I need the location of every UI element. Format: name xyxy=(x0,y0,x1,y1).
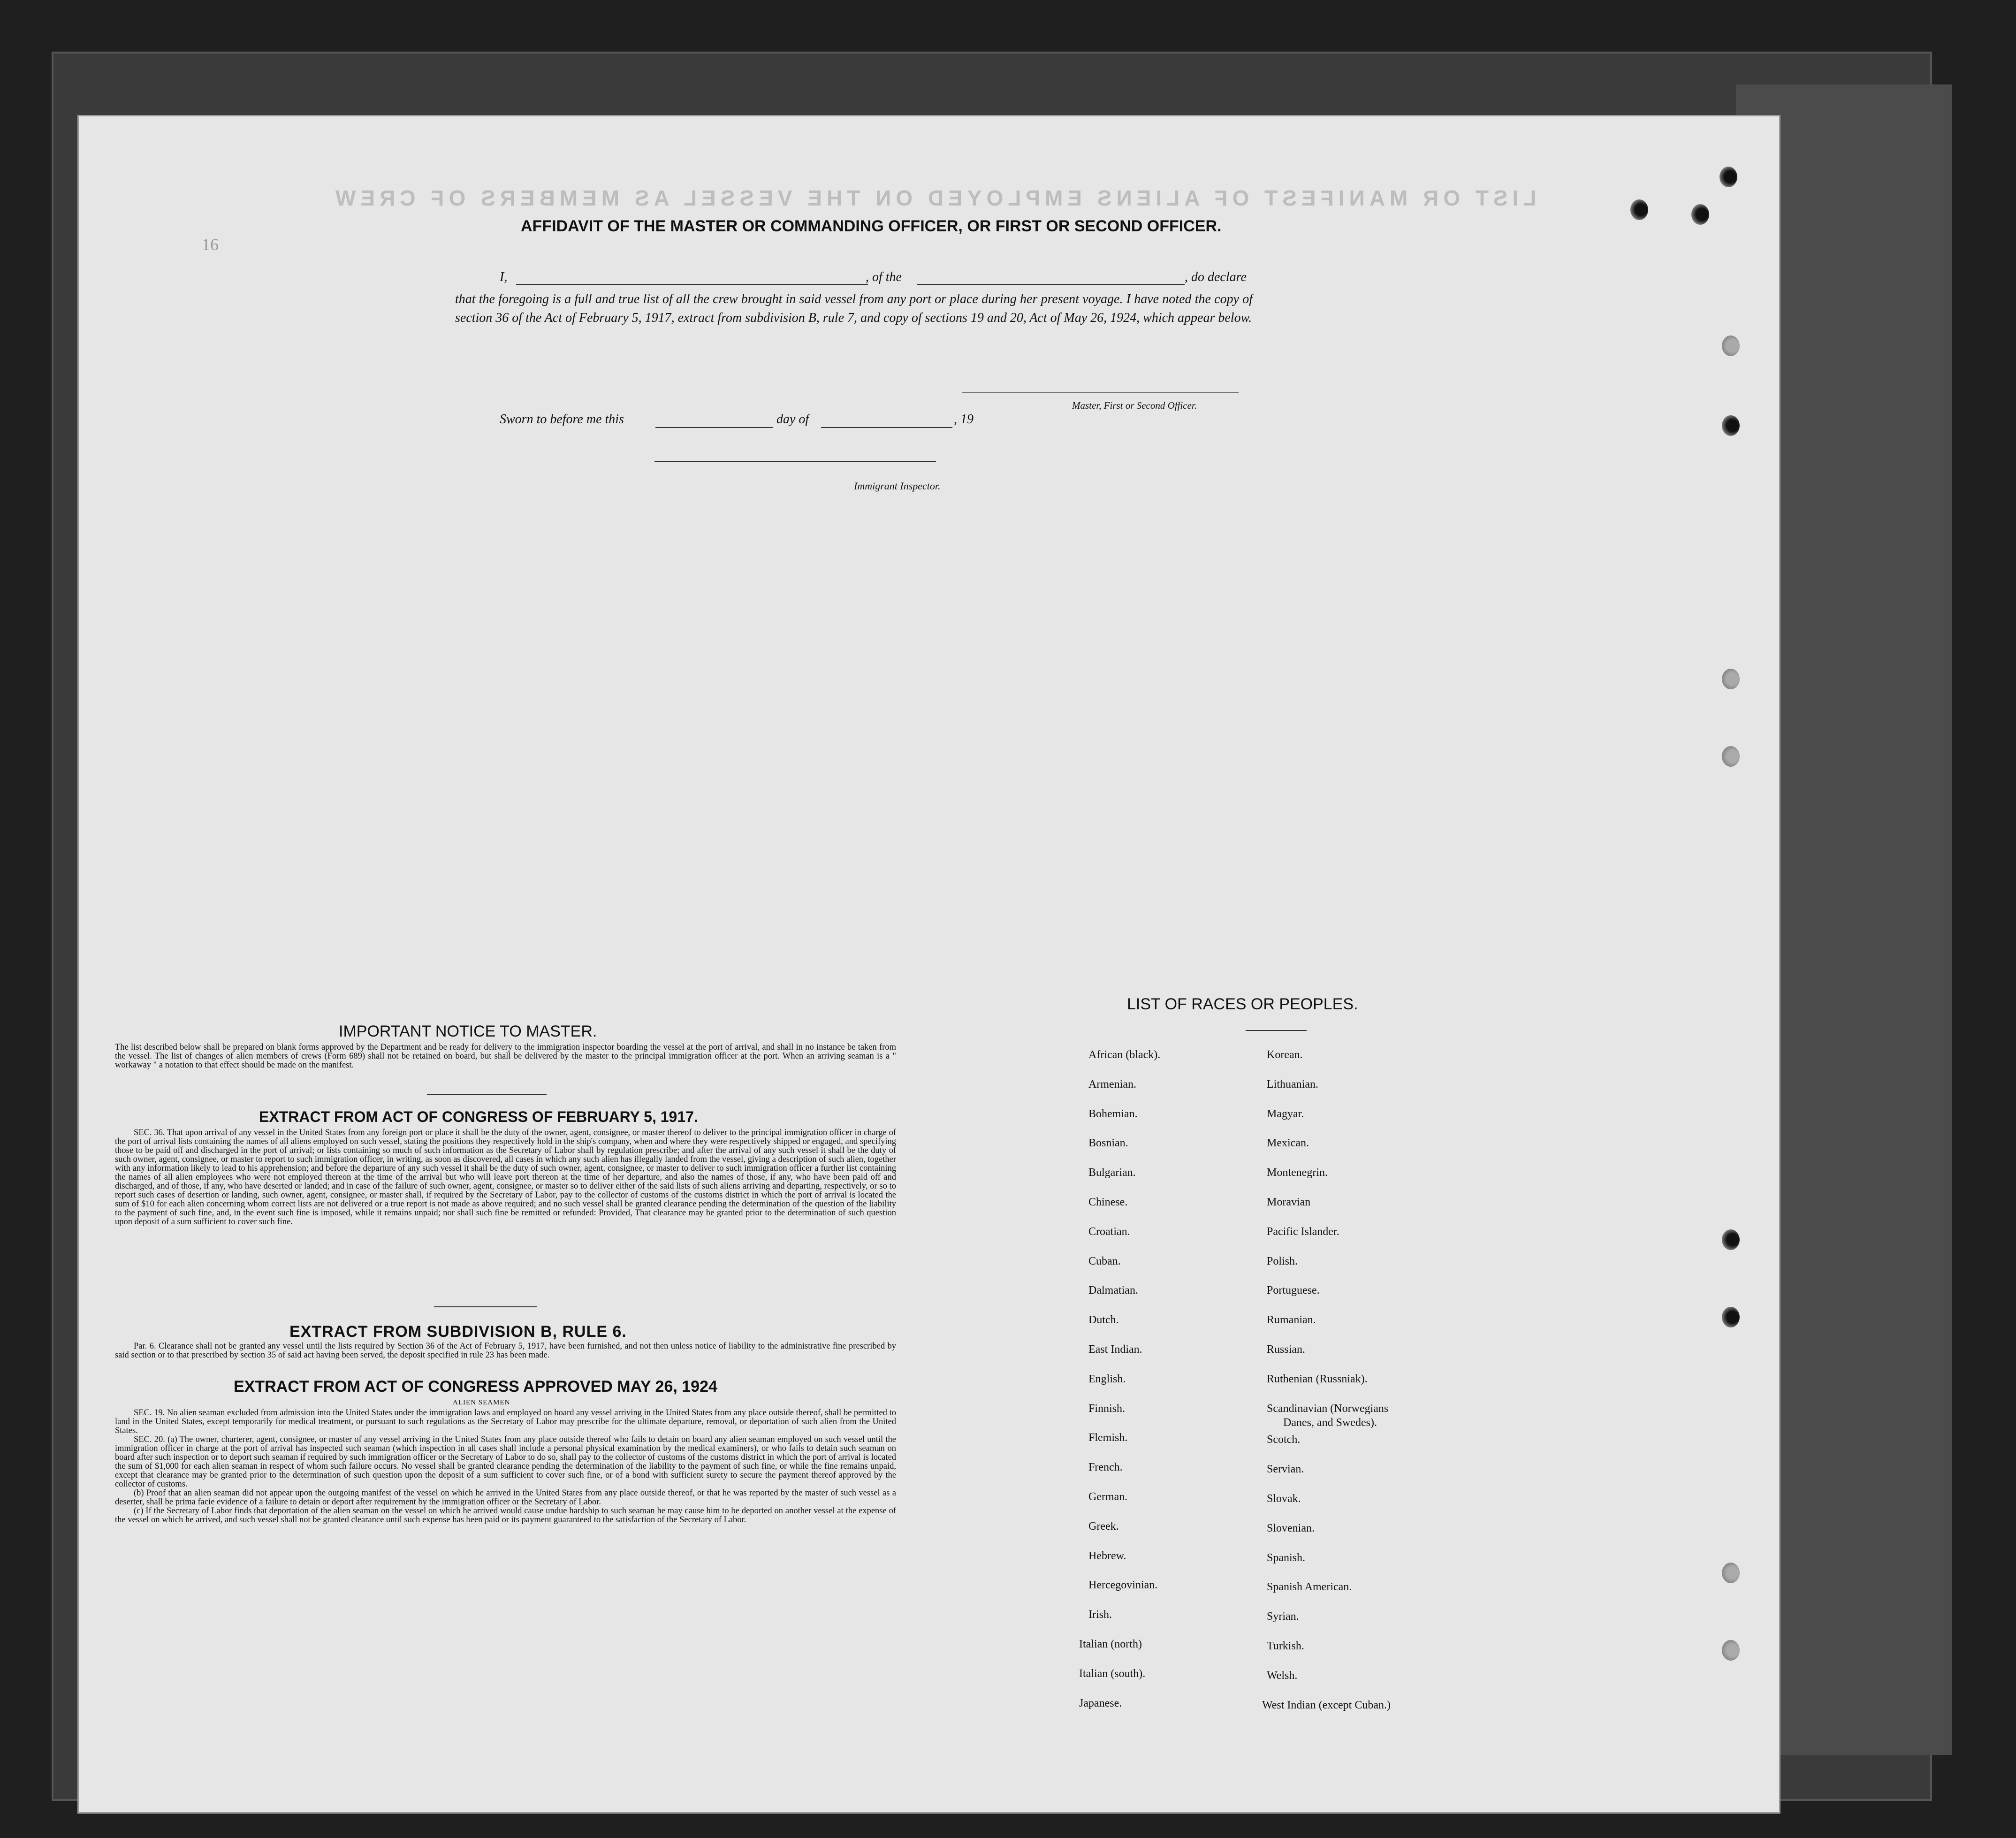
race-left-item: Bulgarian. xyxy=(1088,1167,1136,1179)
race-left-item: Italian (south). xyxy=(1079,1667,1146,1680)
race-right-item: Slovenian. xyxy=(1267,1522,1315,1534)
race-right-item: Welsh. xyxy=(1267,1669,1298,1682)
extract-rule6-text xyxy=(115,1342,896,1360)
bleed-through-title: LIST OR MANIFEST OF ALIENS EMPLOYED ON THE VESSEL AS MEMBERS OF CREW xyxy=(331,186,1537,210)
race-right-item: Rumanian. xyxy=(1267,1314,1316,1327)
notice-title: IMPORTANT NOTICE TO MASTER. xyxy=(339,1022,597,1040)
punch-hole xyxy=(1722,669,1740,689)
name-blank-line xyxy=(516,284,868,285)
race-left-item: Croatian. xyxy=(1088,1225,1130,1238)
extract-1924-text xyxy=(115,1409,896,1525)
race-left-item: Bohemian. xyxy=(1088,1107,1138,1120)
race-right-item: Korean. xyxy=(1267,1049,1303,1061)
form-page xyxy=(77,115,1780,1814)
vessel-blank-line xyxy=(917,284,1185,285)
race-right-item: Montenegrin. xyxy=(1267,1167,1328,1179)
notice-divider xyxy=(427,1094,547,1095)
master-signature-line xyxy=(962,392,1239,393)
punch-hole xyxy=(1722,415,1740,436)
race-left-item: Chinese. xyxy=(1088,1196,1128,1208)
race-left-item: Japanese. xyxy=(1079,1697,1122,1709)
sworn-year-label: , 19 xyxy=(954,412,974,427)
race-right-item: Danes, and Swedes). xyxy=(1283,1416,1377,1429)
race-right-item: Pacific Islander. xyxy=(1267,1225,1339,1238)
extract-1924-title: EXTRACT FROM ACT OF CONGRESS APPROVED MAY 26, 1924 xyxy=(234,1378,717,1396)
punch-hole xyxy=(1630,199,1648,220)
race-right-item: Scotch. xyxy=(1267,1434,1301,1446)
affidavit-i-label: I, xyxy=(500,270,508,284)
day-of-label: day of xyxy=(776,412,809,427)
race-right-item: West Indian (except Cuban.) xyxy=(1262,1699,1391,1711)
race-left-item: Greek. xyxy=(1088,1520,1119,1533)
extract-1924-sec19: SEC. 19. No alien seaman excluded from admission into the United States under the immigration laws and employed on board any vessel arriving in the United States from any place outside thereof, shall be permitted to land in the United States, except temporarily for medical treatment, or pursuant to such regulations as the Secretary of Labor may prescribe for the ultimate departure, removal, or deportation of such alien from the United States. xyxy=(115,1408,896,1435)
extract-1924-sec20c: (c) If the Secretary of Labor finds that deportation of the alien seaman on the vessel on which he arrived would cause undue hardship to such seaman he may cause him to be deported on another vessel at the expense of the vessel on which he arrived, and such vessel shall not be granted clearance until such expense has been paid or its payment guaranteed to the satisfaction of the Secretary of Labor. xyxy=(115,1506,896,1525)
punch-hole xyxy=(1722,746,1740,767)
inspector-signature-line xyxy=(654,461,936,462)
race-left-item: Irish. xyxy=(1088,1609,1112,1621)
race-left-item: Armenian. xyxy=(1088,1078,1136,1091)
punch-hole xyxy=(1722,1563,1740,1583)
race-left-item: Hercegovinian. xyxy=(1088,1579,1158,1592)
inspector-caption: Immigrant Inspector. xyxy=(854,480,941,492)
punch-hole xyxy=(1722,1640,1740,1661)
race-right-item: Slovak. xyxy=(1267,1493,1301,1505)
race-right-item: Mexican. xyxy=(1267,1137,1309,1150)
races-title: LIST OF RACES OR PEOPLES. xyxy=(1127,995,1358,1013)
punch-hole xyxy=(1719,167,1737,187)
race-right-item: Spanish. xyxy=(1267,1551,1306,1564)
race-left-item: Flemish. xyxy=(1088,1432,1128,1444)
sworn-day-line xyxy=(655,427,773,428)
race-left-item: African (black). xyxy=(1088,1049,1161,1061)
race-right-item: Lithuanian. xyxy=(1267,1078,1318,1091)
punch-hole xyxy=(1722,336,1740,356)
race-right-item: Magyar. xyxy=(1267,1107,1304,1120)
race-left-item: Cuban. xyxy=(1088,1255,1121,1267)
sworn-month-line xyxy=(821,427,952,428)
extract-1924-sec20a: SEC. 20. (a) The owner, charterer, agent, consignee, or master of any vessel arriving in the United States from any place outside thereof who fails to detain on board any alien seaman employed on such vessel until the immigration officer in charge at the port of arrival has inspected such seaman (which inspection in all cases shall include a personal physical examination by the medical examiners), or who fails to detain such seaman on board after such inspection or to deport such seaman if required by such immigration officer or the Secretary of Labor to do so, shall pay to the collector of customs of the customs district in which the port of arrival is located the sum of $1,000 for each alien seaman in respect of whom such failure occurs. No vessel shall be granted clearance pending the determination of the liability to the payment of such fine, or while the fine remains unpaid, except that clearance may be granted prior to the determination of such question upon the deposit of a sum sufficient to cover such fine, or of a bond with sufficient surety to secure the payment thereof approved by the collector of customs. xyxy=(115,1435,896,1489)
race-right-item: Spanish American. xyxy=(1267,1581,1352,1594)
extract-1924-sec20b: (b) Proof that an alien seaman did not appear upon the outgoing manifest of the vessel on which he arrived in the United States from any place outside thereof, or that he was reported by the master of such vessel as a deserter, shall be prima facie evidence of a failure to detain or deport after requirement by the immigration officer or the Secretary of Labor. xyxy=(115,1488,896,1507)
affidavit-declare-label: , do declare xyxy=(1185,270,1247,284)
race-left-item: Bosnian. xyxy=(1088,1137,1128,1150)
race-right-item: Turkish. xyxy=(1267,1640,1304,1652)
punch-hole xyxy=(1722,1229,1740,1250)
race-right-item: Syrian. xyxy=(1267,1610,1299,1623)
race-left-item: East Indian. xyxy=(1088,1343,1142,1356)
race-right-item: Portuguese. xyxy=(1267,1284,1320,1297)
extract-1924-subtitle: ALIEN SEAMEN xyxy=(453,1399,510,1406)
extract-1917-paragraph: SEC. 36. That upon arrival of any vessel in the United States from any foreign port or place it shall be the duty of the owner, agent, consignee, or master thereof to deliver to the principal immigration officer in charge of the port of arrival lists containing the names of all aliens employed on such vessel, stating the positions they respectively hold in the ship's company, when and where they were respectively shipped or engaged, and specifying those to be paid off and discharged in the port of arrival; or lists containing so much of such information as the Secretary of Labor shall by regulation prescribe; and after the arrival of any such vessel it shall be the duty of such owner, agent, consignee, or master to report to such immigration officer, in writing, as soon as discovered, all cases in which any such alien has illegally landed from the vessel, giving a description of such alien, together with any information likely to lead to his apprehension; and before the departure of any such vessel it shall be the duty of such owner, agent, consignee, or master to deliver to such immigration officer a further list containing the names of all alien employees who were not employed thereon at the time of the arrival but who will leave port thereon at the time of her departure, and also the names of those, if any, who have been paid off and discharged, and of those, if any, who have deserted or landed; and in case of the failure of such owner, agent, consignee, or master so to deliver either of the said lists of such aliens arriving and departing, respectively, or so to report such cases of desertion or landing, such owner, agent, consignee, or master shall, if required by the Secretary of Labor, pay to the collector of customs of the customs district in which the port of arrival is located the sum of $10 for each alien concerning whom correct lists are not delivered or a true report is not made as above required; and no such vessel shall be granted clearance pending the determination of the question of the liability to the payment of such fine, and, in the event such fine is imposed, while it remains unpaid; nor shall such fine be remitted or refunded: Provided, That clearance may be granted prior to the determination of such question upon deposit of a sum sufficient to cover such fine. xyxy=(115,1128,896,1227)
race-right-item: Polish. xyxy=(1267,1255,1298,1267)
extract-1917-divider xyxy=(434,1306,537,1307)
race-left-item: Dalmatian. xyxy=(1088,1284,1138,1297)
race-left-item: Italian (north) xyxy=(1079,1638,1142,1650)
race-left-item: German. xyxy=(1088,1491,1128,1503)
affidavit-of-the-label: , of the xyxy=(866,270,902,284)
race-left-item: French. xyxy=(1088,1461,1123,1474)
extract-1917-title: EXTRACT FROM ACT OF CONGRESS OF FEBRUARY 5, 1917. xyxy=(259,1108,698,1125)
notice-text: The list described below shall be prepared on blank forms approved by the Department and be ready for delivery to the immigration inspector boarding the vessel at the port of arrival, and shall in no instance be taken from the vessel. The list of changes of alien members of crews (Form 689) shall not be retained on board, but shall be delivered by the master to the principal immigration officer at the port. When an arriving seaman is a " workaway " a notation to that effect should be made on the manifest. xyxy=(115,1043,896,1070)
race-right-item: Ruthenian (Russniak). xyxy=(1267,1373,1368,1385)
race-right-item: Servian. xyxy=(1267,1463,1304,1476)
race-left-item: Dutch. xyxy=(1088,1314,1119,1327)
race-left-item: English. xyxy=(1088,1373,1126,1385)
affidavit-title: AFFIDAVIT OF THE MASTER OR COMMANDING OFFICER, OR FIRST OR SECOND OFFICER. xyxy=(521,217,1222,235)
page-number: 16 xyxy=(202,235,219,254)
extract-1917-text xyxy=(115,1129,896,1227)
affidavit-body: that the foregoing is a full and true list of all the crew brought in said vessel from any port or place during her present voyage. I have noted the copy of section 36 of the Act of February 5, 1917, extract from subdivision B, rule 7, and copy of sections 19 and 20, Act of May 26, 1924, which appear below. xyxy=(455,292,1253,325)
race-right-item: Moravian xyxy=(1267,1196,1311,1208)
master-signature-caption: Master, First or Second Officer. xyxy=(1072,400,1197,411)
sworn-label: Sworn to before me this xyxy=(500,412,624,427)
punch-hole xyxy=(1691,204,1709,225)
extract-rule6-paragraph: Par. 6. Clearance shall not be granted any vessel until the lists required by Section 36 of the Act of February 5, 1917, have been furnished, and not then unless notice of liability to the administrative fine prescribed by said section or to that prescribed by section 35 of said act having been served, the deposit specified in rule 23 has been made. xyxy=(115,1342,896,1360)
extract-rule6-title: EXTRACT FROM SUBDIVISION B, RULE 6. xyxy=(289,1323,627,1341)
race-left-item: Finnish. xyxy=(1088,1402,1126,1415)
race-left-item: Hebrew. xyxy=(1088,1549,1126,1562)
race-right-item: Russian. xyxy=(1267,1343,1306,1356)
race-right-item: Scandinavian (Norwegians xyxy=(1267,1402,1389,1415)
races-divider xyxy=(1246,1030,1307,1031)
punch-hole xyxy=(1722,1307,1740,1327)
